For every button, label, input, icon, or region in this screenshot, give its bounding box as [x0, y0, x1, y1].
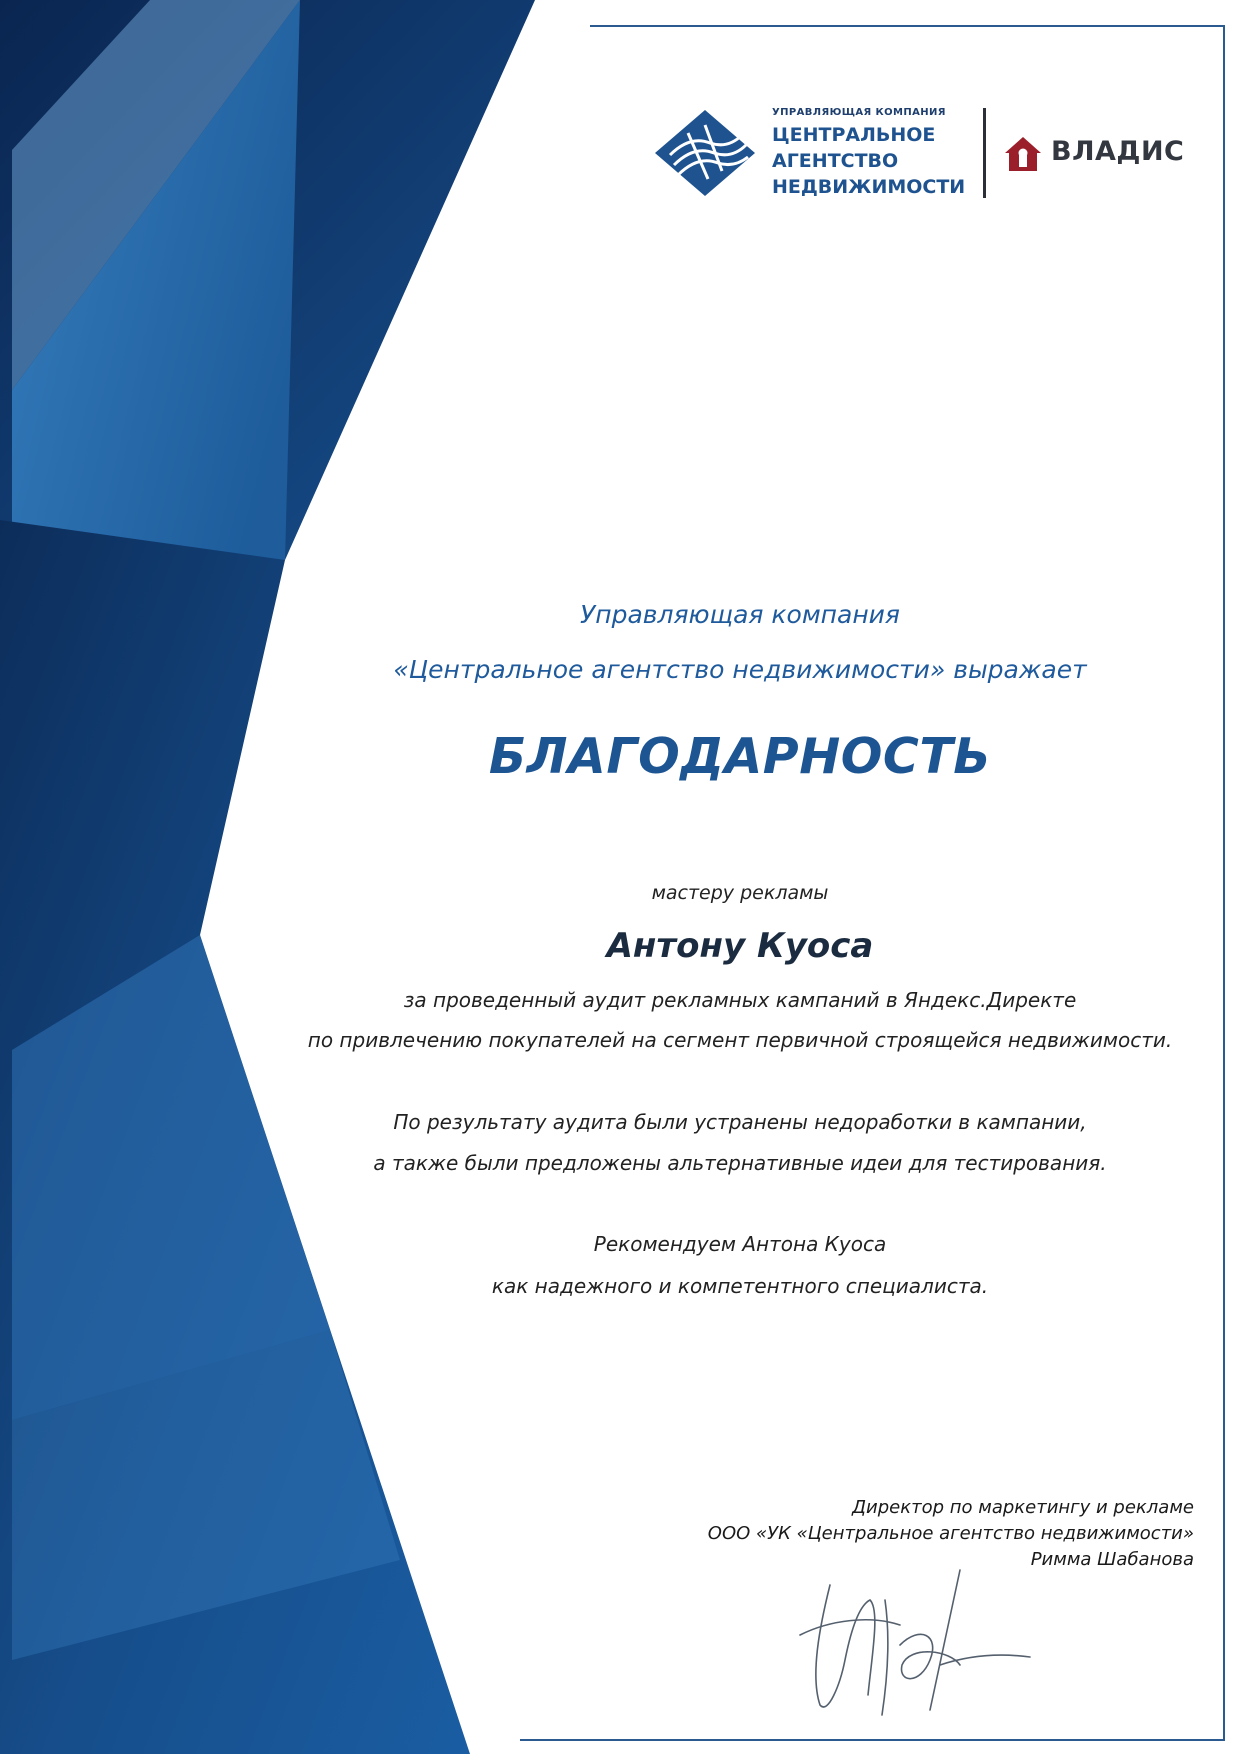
signatory-company: ООО «УК «Центральное агентство недвижимости»: [707, 1523, 1194, 1544]
signatory-position: Директор по маркетингу и рекламе: [851, 1497, 1194, 1518]
signatory-name: Римма Шабанова: [1030, 1549, 1194, 1570]
intro-line-1: Управляющая компания: [580, 600, 900, 629]
logo-name-line-1: ЦЕНТРАЛЬНОЕ: [772, 124, 936, 146]
recipient-role: мастеру рекламы: [651, 882, 829, 904]
house-icon: [1004, 136, 1042, 172]
paragraph-1-line-2: по привлечению покупателей на сегмент первичной строящейся недвижимости.: [307, 1028, 1173, 1052]
handwritten-signature: [790, 1565, 1050, 1725]
partner-name: ВЛАДИС: [1051, 136, 1185, 167]
logo-name-line-2: АГЕНТСТВО: [772, 150, 899, 172]
recipient-name: Антону Куоса: [606, 926, 874, 966]
logo-name-line-3: НЕДВИЖИМОСТИ: [772, 176, 966, 198]
page-title: БЛАГОДАРНОСТЬ: [488, 728, 992, 785]
logo-company-name: [772, 122, 965, 200]
paragraph-1-line-1: за проведенный аудит рекламных кампаний в Яндекс.Директе: [403, 988, 1077, 1012]
paragraph-2-line-1: По результату аудита были устранены недоработки в кампании,: [393, 1110, 1087, 1134]
logo-company-label: УПРАВЛЯЮЩАЯ КОМПАНИЯ: [772, 107, 946, 118]
paragraph-3-line-2: как надежного и компетентного специалиста.: [491, 1274, 989, 1298]
logo-divider: [983, 108, 986, 198]
partner-logo: [1004, 136, 1204, 172]
paragraph-3-line-1: Рекомендуем Антона Куоса: [593, 1232, 887, 1256]
intro-line-2: «Центральное агентство недвижимости» выражает: [393, 655, 1087, 684]
company-logo-icon: [650, 105, 760, 200]
paragraph-2-line-2: а также были предложены альтернативные идеи для тестирования.: [373, 1151, 1107, 1175]
